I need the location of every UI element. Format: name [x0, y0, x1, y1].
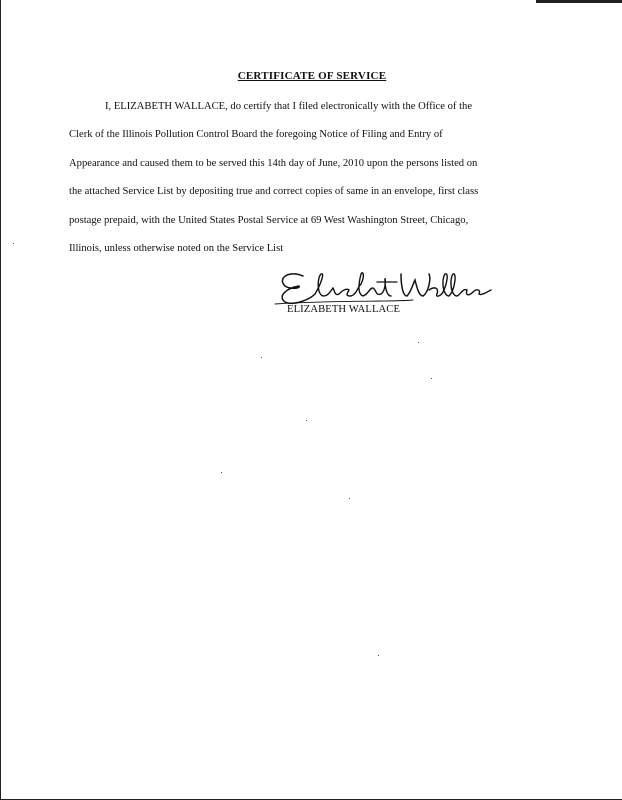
paragraph-line: the attached Service List by depositing true and correct copies of same in an envelope, first class [69, 186, 479, 198]
scan-corner-mark [536, 0, 622, 3]
paragraph-line: Clerk of the Illinois Pollution Control Board the foregoing Notice of Filing and Entry of [69, 129, 443, 141]
scan-speck [418, 342, 419, 343]
scan-speck [431, 378, 432, 379]
scan-speck [261, 357, 262, 358]
scan-speck [13, 243, 14, 244]
scan-speck [349, 498, 350, 499]
document-title: CERTIFICATE OF SERVICE [237, 70, 387, 82]
signatory-name: ELIZABETH WALLACE [287, 304, 401, 315]
scan-speck [378, 655, 379, 656]
certification-paragraph [69, 93, 541, 263]
paragraph-line: postage prepaid, with the United States Postal Service at 69 West Washington Street, Chicago, [69, 214, 469, 226]
paragraph-line: Illinois, unless otherwise noted on the Service List [69, 243, 284, 255]
paragraph-line: I, ELIZABETH WALLACE, do certify that I filed electronically with the Office of the [105, 101, 473, 112]
paragraph-line: Appearance and caused them to be served this 14th day of June, 2010 upon the persons listed on [69, 157, 478, 169]
scan-speck [306, 420, 307, 421]
scan-speck [221, 472, 222, 473]
